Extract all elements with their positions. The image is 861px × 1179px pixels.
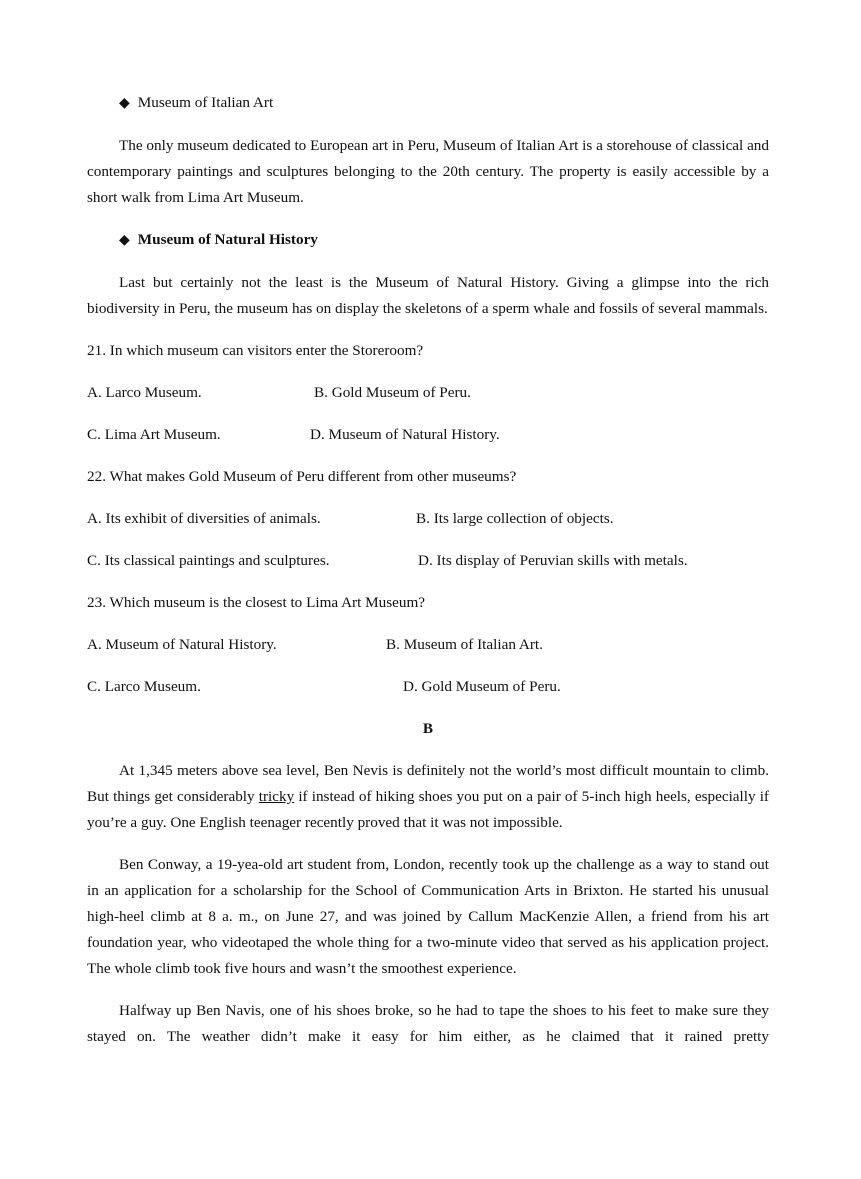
paragraph-halfway: Halfway up Ben Navis, one of his shoes broke, so he had to tape the shoes to his feet to make sure they stayed on. The weather didn’t make it easy for him either, as he claimed that it rained pretty [87,1002,769,1045]
section-title: Museum of Italian Art [137,94,274,111]
section-title: Museum of Natural History [137,231,318,248]
section-heading-italian-art [87,90,769,117]
diamond-bullet-icon: ◆ [119,233,130,248]
paragraph-ben-conway: Ben Conway, a 19-yea-old art student from, London, recently took up the challenge as a way to stand out in an application for a scholarship for the School of Communication Arts in Brixton. He started his unusual high-heel climb at 8 a. m., on June 27, and was joined by Callum MacKenzie Allen, a friend from his art foundation year, who videotaped the whole thing for a two-minute video that served as his application project. The whole climb took five hours and wasn’t the smoothest experience. [87,856,769,977]
option-d: D. Its display of Peruvian skills with metals. [418,552,688,569]
question-23: 23. Which museum is the closest to Lima Art Museum? [87,594,426,611]
option-b: B. Its large collection of objects. [416,510,614,527]
paragraph-text: At 1,345 meters above sea level, Ben Nevis is definitely not the world’s most difficult mountain to climb. But things get considerably [87,762,769,805]
paragraph-ben-nevis-intro [87,758,769,836]
option-d: D. Museum of Natural History. [310,426,500,443]
option-c: C. Its classical paintings and sculptures. [87,552,330,569]
options-row [87,548,769,574]
question-22: 22. What makes Gold Museum of Peru different from other museums? [87,468,517,485]
paragraph-text: if instead of hiking shoes you put on a pair of 5-inch high heels, especially if you’re a guy. One English teenager recently proved that it was not impossible. [87,788,769,831]
question-21: 21. In which museum can visitors enter the Storeroom? [87,342,424,359]
options-row [87,380,769,406]
option-d: D. Gold Museum of Peru. [403,678,561,695]
option-a: A. Larco Museum. [87,384,202,401]
paragraph-natural-history: Last but certainly not the least is the Museum of Natural History. Giving a glimpse into the rich biodiversity in Peru, the museum has on display the skeletons of a sperm whale and fossils of several mammals. [87,274,769,317]
option-c: C. Larco Museum. [87,678,201,695]
underlined-word: tricky [258,788,295,805]
paragraph-italian-art: The only museum dedicated to European art in Peru, Museum of Italian Art is a storehouse of classical and contemporary paintings and sculptures belonging to the 20th century. The property is easily accessible by a short walk from Lima Art Museum. [87,137,769,206]
document-content [87,90,769,1066]
options-row [87,632,769,658]
section-heading-natural-history [87,227,769,254]
options-row [87,674,769,700]
option-b: B. Gold Museum of Peru. [314,384,471,401]
part-label: B [422,720,434,737]
option-c: C. Lima Art Museum. [87,426,221,443]
options-row [87,506,769,532]
option-a: A. Its exhibit of diversities of animals. [87,510,321,527]
diamond-bullet-icon: ◆ [119,96,130,111]
option-a: A. Museum of Natural History. [87,636,277,653]
option-b: B. Museum of Italian Art. [386,636,543,653]
options-row [87,422,769,448]
